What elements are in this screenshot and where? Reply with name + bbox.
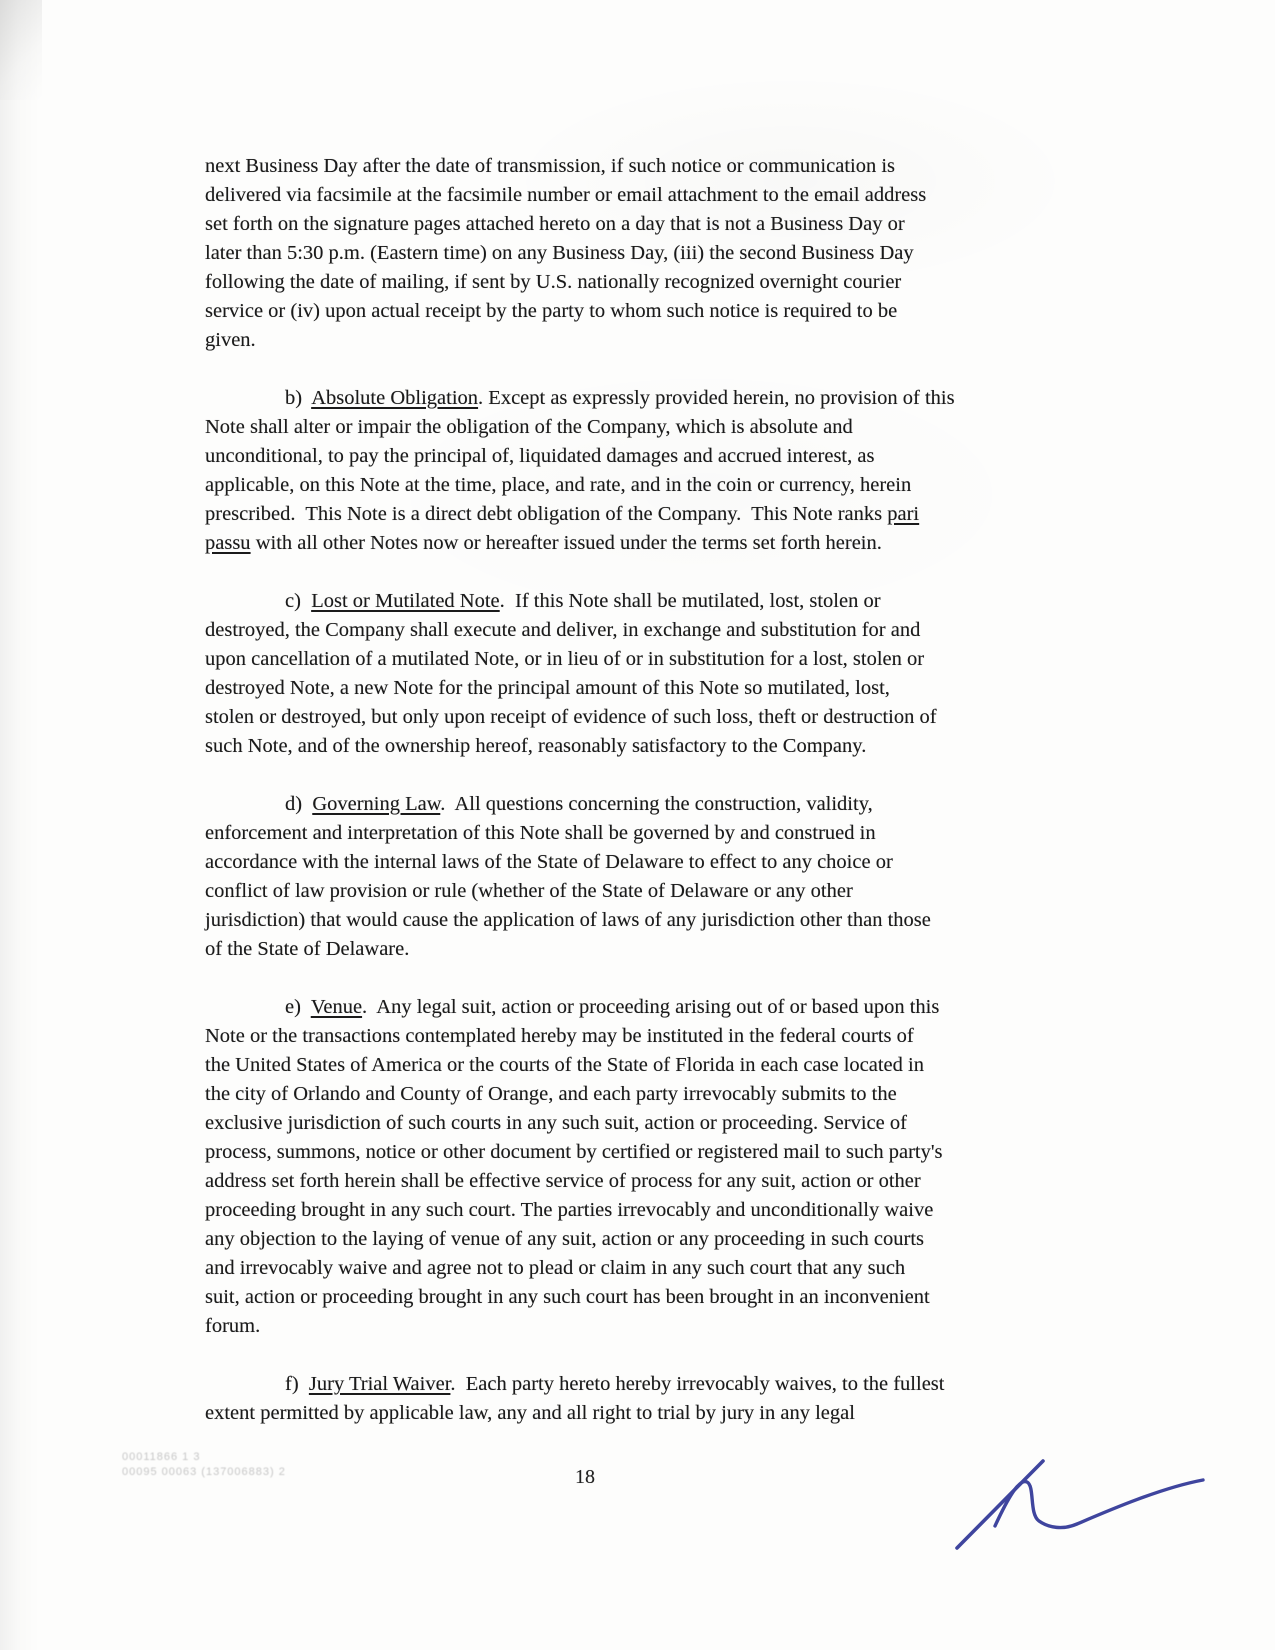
text-segment: upon cancellation of a mutilated Note, or in lieu of or in substitution for a lost, stolen or <box>205 648 925 670</box>
text-line <box>205 1196 1090 1225</box>
text-segment: destroyed Note, a new Note for the principal amount of this Note so mutilated, lost, <box>205 677 890 699</box>
text-segment: . Each party hereto hereby irrevocably waives, to the fullest <box>450 1373 945 1395</box>
text-segment: unconditional, to pay the principal of, liquidated damages and accrued interest, as <box>205 445 875 467</box>
text-segment: conflict of law provision or rule (whether of the State of Delaware or any other <box>205 880 853 902</box>
text-segment: f) <box>285 1373 309 1395</box>
text-line <box>205 790 1090 819</box>
text-line <box>205 442 1090 471</box>
text-line <box>205 413 1090 442</box>
paragraph <box>205 1370 1090 1428</box>
text-line <box>205 1399 1090 1428</box>
text-line <box>205 1109 1090 1138</box>
text-segment: and irrevocably waive and agree not to plead or claim in any such court that any such <box>205 1257 906 1279</box>
text-segment: later than 5:30 p.m. (Eastern time) on any Business Day, (iii) the second Business Day <box>205 242 914 264</box>
text-segment: service or (iv) upon actual receipt by the party to whom such notice is required to be <box>205 300 898 322</box>
text-line <box>205 500 1090 529</box>
text-segment: of the State of Delaware. <box>205 938 410 960</box>
text-line <box>205 239 1090 268</box>
text-line <box>205 935 1090 964</box>
text-line <box>205 529 1090 558</box>
text-segment: such Note, and of the ownership hereof, reasonably satisfactory to the Company. <box>205 735 867 757</box>
underlined-term: passu <box>205 532 251 554</box>
text-line <box>205 993 1090 1022</box>
text-line <box>205 616 1090 645</box>
text-line <box>205 1254 1090 1283</box>
text-segment: e) <box>285 996 311 1018</box>
text-line <box>205 1370 1090 1399</box>
text-line <box>205 181 1090 210</box>
text-segment: c) <box>285 590 312 612</box>
text-line <box>205 703 1090 732</box>
text-segment: the United States of America or the courts of the State of Florida in each case located in <box>205 1054 924 1076</box>
text-segment: enforcement and interpretation of this Note shall be governed by and construed in <box>205 822 876 844</box>
text-line <box>205 877 1090 906</box>
text-segment: with all other Notes now or hereafter issued under the terms set forth herein. <box>250 532 882 554</box>
underlined-term: Venue <box>310 996 363 1018</box>
text-segment: given. <box>205 329 256 351</box>
text-segment: the city of Orlando and County of Orange, and each party irrevocably submits to the <box>205 1083 897 1105</box>
text-segment: set forth on the signature pages attached hereto on a day that is not a Business Day or <box>205 213 905 235</box>
paragraph <box>205 384 1090 558</box>
text-line <box>205 1283 1090 1312</box>
text-segment: d) <box>285 793 313 815</box>
text-line <box>205 1022 1090 1051</box>
paragraph <box>205 587 1090 761</box>
document-id-stamp-line1: 00011866 1 3 <box>122 1451 201 1463</box>
paragraph <box>205 152 1090 355</box>
text-segment: forum. <box>205 1315 261 1337</box>
text-segment: b) <box>285 387 312 409</box>
document-id-stamp-line2: 00095 00063 (137006883) 2 <box>122 1466 286 1478</box>
text-line <box>205 674 1090 703</box>
text-segment: . All questions concerning the construction, validity, <box>440 793 873 815</box>
text-body <box>205 152 1090 1457</box>
text-line <box>205 1167 1090 1196</box>
text-line <box>205 384 1090 413</box>
text-segment: stolen or destroyed, but only upon receipt of evidence of such loss, theft or destruction of <box>205 706 937 728</box>
text-line <box>205 471 1090 500</box>
text-line <box>205 210 1090 239</box>
underlined-term: Absolute Obligation <box>311 387 479 409</box>
paragraph <box>205 993 1090 1341</box>
text-segment: prescribed. This Note is a direct debt obligation of the Company. This Note ranks <box>205 503 888 525</box>
text-segment: extent permitted by applicable law, any and all right to trial by jury in any legal <box>205 1402 855 1424</box>
text-segment: applicable, on this Note at the time, place, and rate, and in the coin or currency, herein <box>205 474 912 496</box>
text-segment: delivered via facsimile at the facsimile number or email attachment to the email address <box>205 184 927 206</box>
text-segment: exclusive jurisdiction of such courts in any such suit, action or proceeding. Service of <box>205 1112 907 1134</box>
text-line <box>205 848 1090 877</box>
signature-initials <box>935 1448 1225 1558</box>
text-segment: following the date of mailing, if sent by U.S. nationally recognized overnight courier <box>205 271 902 293</box>
text-segment: address set forth herein shall be effective service of process for any suit, action or other <box>205 1170 921 1192</box>
underlined-term: Lost or Mutilated Note <box>311 590 500 612</box>
text-line <box>205 1051 1090 1080</box>
text-line <box>205 1225 1090 1254</box>
text-segment: destroyed, the Company shall execute and deliver, in exchange and substitution for and <box>205 619 921 641</box>
underlined-term: Jury Trial Waiver <box>308 1373 451 1395</box>
text-segment: any objection to the laying of venue of any suit, action or any proceeding in such courts <box>205 1228 925 1250</box>
text-line <box>205 152 1090 181</box>
text-segment: Note shall alter or impair the obligation of the Company, which is absolute and <box>205 416 853 438</box>
underlined-term: pari <box>887 503 920 525</box>
scan-corner-shade <box>0 0 42 100</box>
underlined-term: Governing Law <box>312 793 441 815</box>
text-line <box>205 1312 1090 1341</box>
text-segment: jurisdiction) that would cause the application of laws of any jurisdiction other than those <box>205 909 931 931</box>
text-line <box>205 268 1090 297</box>
text-line <box>205 906 1090 935</box>
text-segment: process, summons, notice or other document by certified or registered mail to such party's <box>205 1141 943 1163</box>
text-line <box>205 326 1090 355</box>
document-id-stamp <box>122 1450 286 1480</box>
text-segment: accordance with the internal laws of the State of Delaware to effect to any choice or <box>205 851 893 873</box>
text-line <box>205 587 1090 616</box>
text-line <box>205 645 1090 674</box>
text-segment: . Except as expressly provided herein, no provision of this <box>478 387 955 409</box>
text-line <box>205 1138 1090 1167</box>
text-segment: Note or the transactions contemplated hereby may be instituted in the federal courts of <box>205 1025 914 1047</box>
text-line <box>205 297 1090 326</box>
text-segment: proceeding brought in any such court. The parties irrevocably and unconditionally waive <box>205 1199 934 1221</box>
page-number: 18 <box>575 1466 595 1488</box>
text-segment: next Business Day after the date of transmission, if such notice or communication is <box>205 155 896 177</box>
text-line <box>205 819 1090 848</box>
text-line <box>205 1080 1090 1109</box>
text-segment: . If this Note shall be mutilated, lost, stolen or <box>499 590 881 612</box>
paragraph <box>205 790 1090 964</box>
text-segment: . Any legal suit, action or proceeding arising out of or based upon this <box>362 996 940 1018</box>
text-segment: suit, action or proceeding brought in any such court has been brought in an inconvenient <box>205 1286 930 1308</box>
text-line <box>205 732 1090 761</box>
